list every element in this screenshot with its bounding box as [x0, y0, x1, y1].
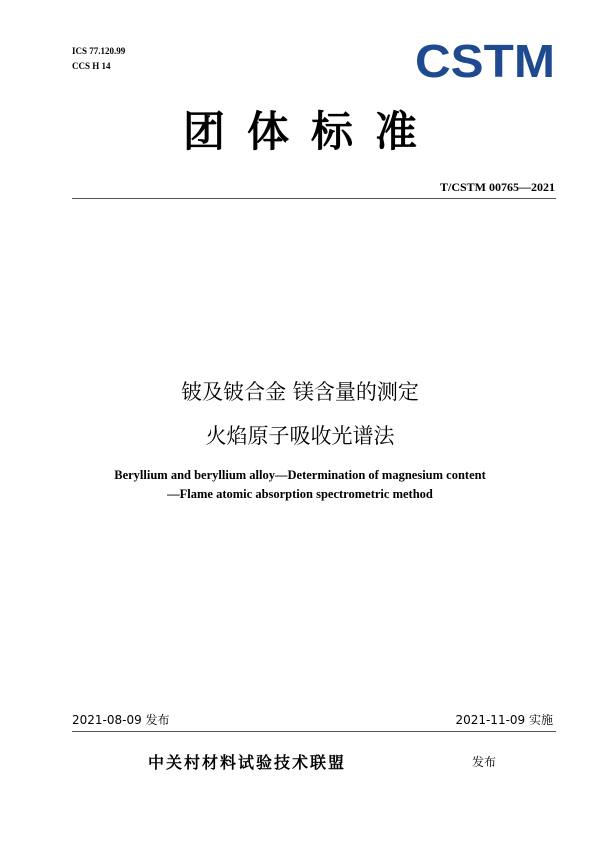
publisher-name: 中关村材料试验技术联盟 — [148, 753, 347, 772]
issue-date: 2021-08-09 发布 — [72, 713, 170, 727]
cstm-logo — [414, 40, 556, 80]
title-en-line1: Beryllium and beryllium alloy—Determination of magnesium content — [114, 468, 486, 482]
classification-codes — [72, 44, 125, 74]
publish-label: 发布 — [472, 755, 497, 769]
title-cn-line2: 火焰原子吸收光谱法 — [205, 424, 395, 448]
header-divider — [72, 198, 556, 199]
document-type-heading: 团体标准 — [182, 107, 439, 156]
ccs-code: CCS H 14 — [72, 61, 111, 71]
standard-number: T/CSTM 00765—2021 — [439, 180, 555, 194]
implementation-date: 2021-11-09 实施 — [455, 713, 553, 727]
svg-text:CSTM: CSTM — [415, 40, 555, 80]
footer-divider — [72, 731, 556, 732]
title-cn-line1: 铍及铍合金 镁含量的测定 — [181, 380, 419, 404]
ics-code: ICS 77.120.99 — [72, 46, 126, 56]
title-en-line2: —Flame atomic absorption spectrometric method — [167, 487, 433, 501]
